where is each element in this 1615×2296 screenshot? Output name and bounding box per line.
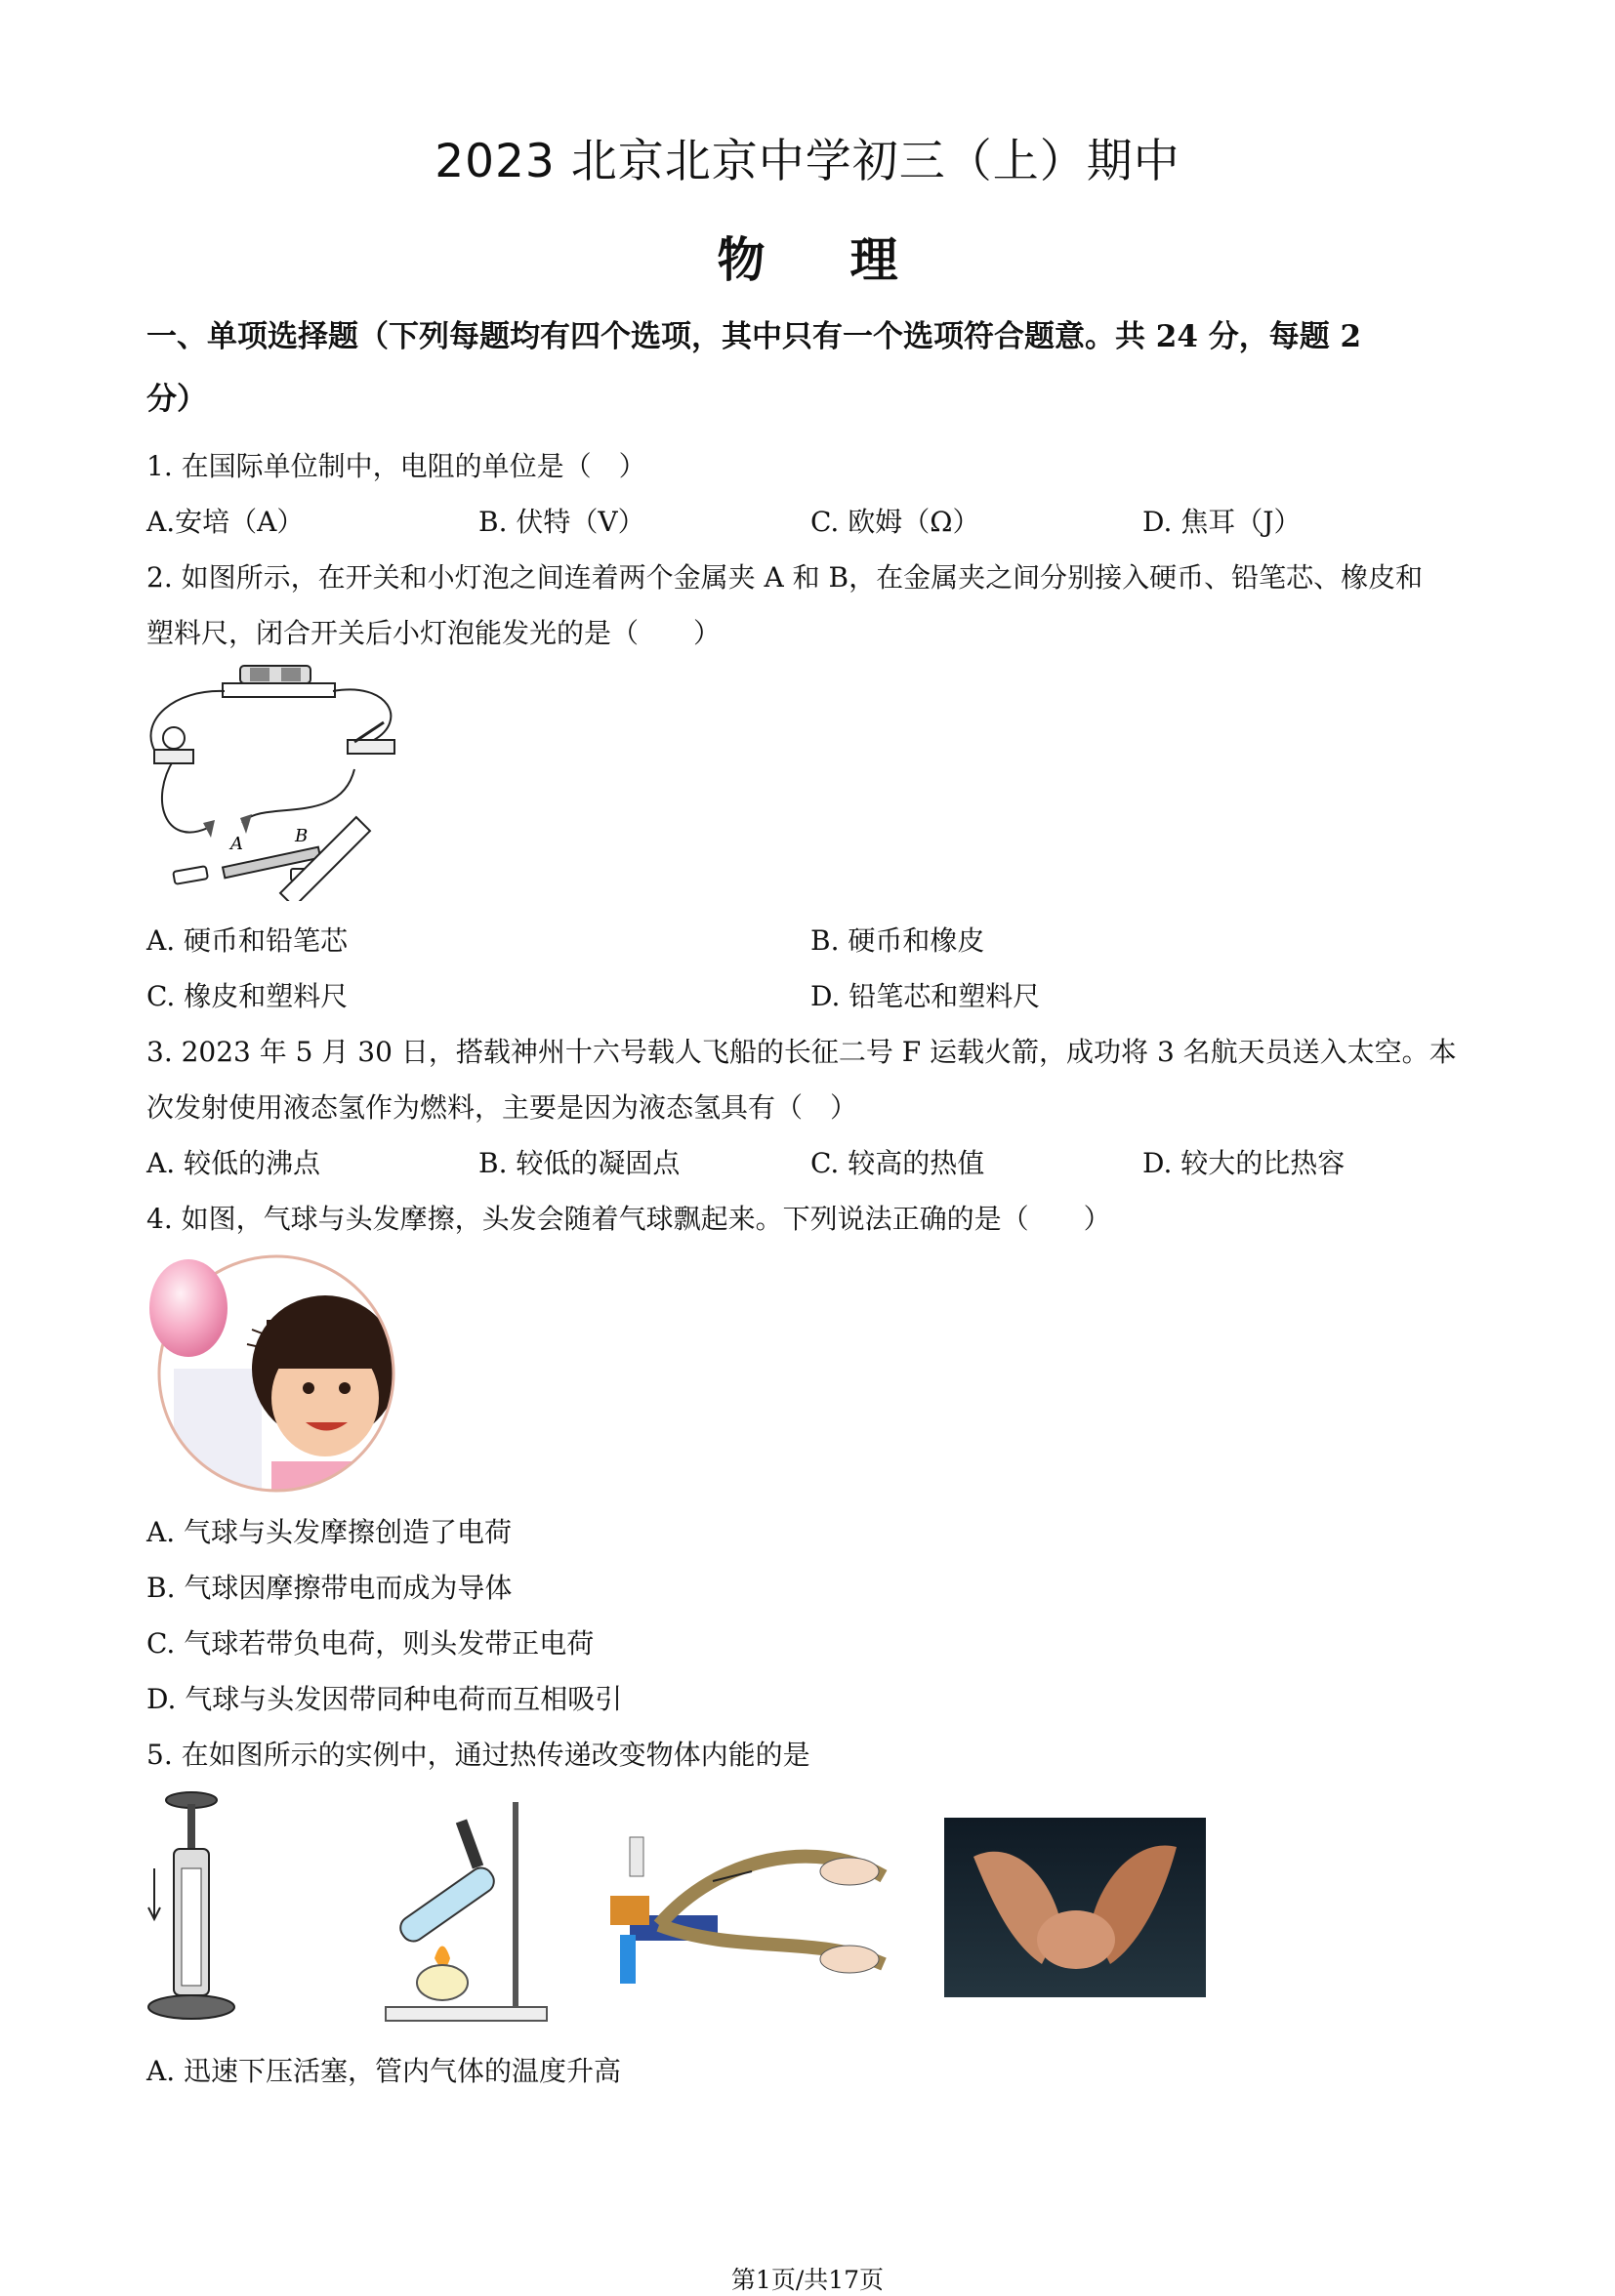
fire-syringe-figure <box>145 1790 237 2025</box>
circuit-figure <box>145 662 408 901</box>
q2-option-d: D. 铅笔芯和塑料尺 <box>810 980 1041 1012</box>
rope-friction-figure <box>600 1818 898 2013</box>
hands-rubbing-figure <box>944 1818 1206 1997</box>
q2-option-b: B. 硬币和橡皮 <box>810 924 985 957</box>
q3-stem-line2: 次发射使用液态氢作为燃料，主要是因为液态氢具有（ ） <box>146 1091 858 1124</box>
q2-stem-line2: 塑料尺，闭合开关后小灯泡能发光的是（ ） <box>146 617 722 649</box>
page-footer: 第1页/共17页 <box>730 2266 885 2294</box>
section-heading-line1: 一、单项选择题（下列每题均有四个选项，其中只有一个选项符合题意。共 24 分，每题 2 <box>146 319 1362 354</box>
section-heading-line2: 分） <box>146 382 207 417</box>
q1-stem: 1. 在国际单位制中，电阻的单位是（ ） <box>146 450 646 482</box>
q3-option-a: A. 较低的沸点 <box>146 1147 321 1179</box>
q2-option-a: A. 硬币和铅笔芯 <box>146 924 349 957</box>
page-title: 2023 北京北京中学初三（上）期中 <box>435 135 1180 188</box>
q2-stem-line1: 2. 如图所示，在开关和小灯泡之间连着两个金属夹 A 和 B，在金属夹之间分别接入硬币、铅笔芯、橡皮和 <box>146 561 1424 594</box>
balloon-girl-figure <box>145 1251 408 1496</box>
clip-label-b: B <box>295 826 309 846</box>
q1-option-d: D. 焦耳（J） <box>1142 506 1302 538</box>
q3-stem-line1: 3. 2023 年 5 月 30 日，搭载神州十六号载人飞船的长征二号 F 运载火箭，成功将 3 名航天员送入太空。本 <box>146 1036 1457 1068</box>
q4-option-c: C. 气球若带负电荷，则头发带正电荷 <box>146 1627 595 1660</box>
q1-option-c: C. 欧姆（Ω） <box>810 506 980 538</box>
q5-stem: 5. 在如图所示的实例中，通过热传递改变物体内能的是 <box>146 1739 810 1771</box>
section-heading <box>146 306 1474 430</box>
q2-option-c: C. 橡皮和塑料尺 <box>146 980 349 1012</box>
clip-label-a: A <box>230 834 243 854</box>
q3-option-c: C. 较高的热值 <box>810 1147 985 1179</box>
q4-option-d: D. 气球与头发因带同种电荷而互相吸引 <box>146 1683 623 1715</box>
q3-option-d: D. 较大的比热容 <box>1142 1147 1346 1179</box>
q4-stem: 4. 如图，气球与头发摩擦，头发会随着气球飘起来。下列说法正确的是（ ） <box>146 1203 1111 1235</box>
q4-option-a: A. 气球与头发摩擦创造了电荷 <box>146 1516 513 1548</box>
q5-option-a: A. 迅速下压活塞，管内气体的温度升高 <box>146 2055 622 2087</box>
q3-option-b: B. 较低的凝固点 <box>478 1147 681 1179</box>
q4-option-b: B. 气球因摩擦带电而成为导体 <box>146 1572 513 1604</box>
q1-option-b: B. 伏特（V） <box>478 506 645 538</box>
subject-title: 物 理 <box>717 232 898 288</box>
test-tube-heating-figure <box>376 1792 552 2027</box>
q1-option-a: A.安培（A） <box>146 506 305 538</box>
